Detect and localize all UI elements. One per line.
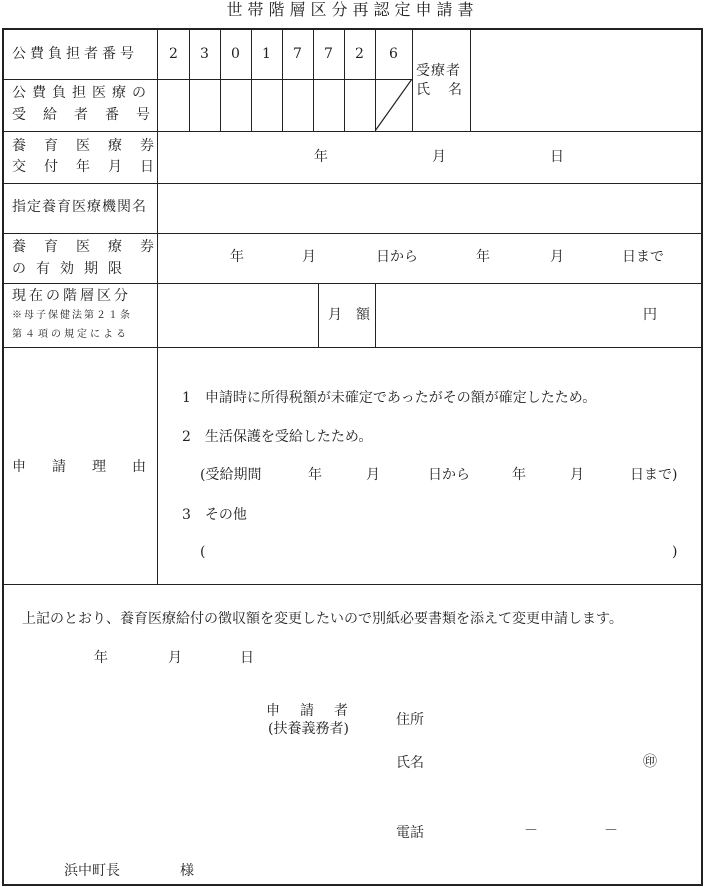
address-label: 住所 [396,712,424,728]
applicant-label: 申請者 [266,703,368,719]
coupon-issue-year: 年 [314,149,328,165]
address-field[interactable] [430,704,690,732]
coupon-issue-day: 日 [550,149,564,165]
payer-number-digit-8: 6 [389,46,398,62]
addressee: 浜中町長 [64,863,120,879]
validity-end-month: 月 [550,249,564,265]
other-reason-open: ( [200,544,206,560]
validity-end-day: 日まで [622,249,664,265]
payer-number-digit-1: 2 [169,46,178,62]
validity-label-line1: 養育医療券 [12,239,172,255]
current-class-field[interactable] [158,284,318,347]
declaration-date-month: 月 [168,650,182,666]
name-label: 氏名 [396,755,424,771]
coupon-issue-label-line1: 養育医療券 [12,138,172,154]
honorific: 様 [180,863,194,879]
welfare-period-end-day: 日まで) [630,467,678,483]
phone-dash-1: － [524,823,538,839]
patient-label-line2: 氏名 [416,82,480,98]
form-title: 世帯階層区分再認定申請書 [226,0,479,19]
reason-label: 申請理由 [12,459,172,475]
declaration-statement: 上記のとおり、養育医療給付の徴収額を変更したいので別紙必要書類を添えて変更申請します。 [22,611,623,627]
reason-item-3: 3 その他 [182,507,247,523]
applicant-sub-label: (扶養義務者) [268,721,349,737]
welfare-period-end-month: 月 [570,467,584,483]
welfare-period-open: (受給期間 [200,467,262,483]
payer-number-digit-6: 7 [324,46,333,62]
recipient-number-label-line1: 公費負担医療の [12,85,152,101]
payer-number-digit-2: 3 [200,46,209,62]
current-class-note-line2: 第４項の規定による [12,329,129,340]
payer-number-digit-5: 7 [293,46,302,62]
monthly-amount-label: 月 額 [328,307,370,323]
welfare-period-start-month: 月 [366,467,380,483]
name-field[interactable] [430,748,635,776]
phone-dash-2: － [604,823,618,839]
coupon-issue-month: 月 [432,149,446,165]
other-reason-field[interactable] [212,540,670,564]
validity-end-year: 年 [476,249,490,265]
payer-number-digit-7: 2 [355,46,364,62]
seal-mark: ㊞ [643,754,657,770]
payer-number-digit-3: 0 [231,46,240,62]
patient-label-line1: 受療者 [416,63,461,79]
other-reason-close: ) [672,544,678,560]
validity-start-month: 月 [302,249,316,265]
yen-unit: 円 [643,307,657,323]
validity-start-year: 年 [230,249,244,265]
welfare-period-end-year: 年 [512,467,526,483]
patient-name-field[interactable] [471,30,701,131]
current-class-note-line1: ※母子保健法第２１条 [12,310,132,321]
welfare-period-start-year: 年 [308,467,322,483]
phone-label: 電話 [396,825,424,841]
reason-item-2: 2 生活保護を受給したため。 [182,429,373,445]
phone-field[interactable] [430,818,690,846]
validity-start-day: 日から [376,249,418,265]
payer-number-label: 公費負担者番号 [12,46,138,62]
welfare-period-start-day: 日から [428,467,470,483]
declaration-date-year: 年 [94,650,108,666]
institution-label: 指定養育医療機関名 [12,199,147,215]
reason-item-1: 1 申請時に所得税額が未確定であったがその額が確定したため。 [182,390,597,406]
declaration-date-day: 日 [240,650,254,666]
institution-field[interactable] [158,184,701,233]
recipient-number-label-line2: 受給者番号 [12,107,167,123]
payer-number-digit-4: 1 [262,46,271,62]
validity-label-line2: の有効期限 [12,261,132,277]
current-class-label: 現在の階層区分 [12,288,131,304]
coupon-issue-label-line2: 交付年月日 [12,159,172,175]
